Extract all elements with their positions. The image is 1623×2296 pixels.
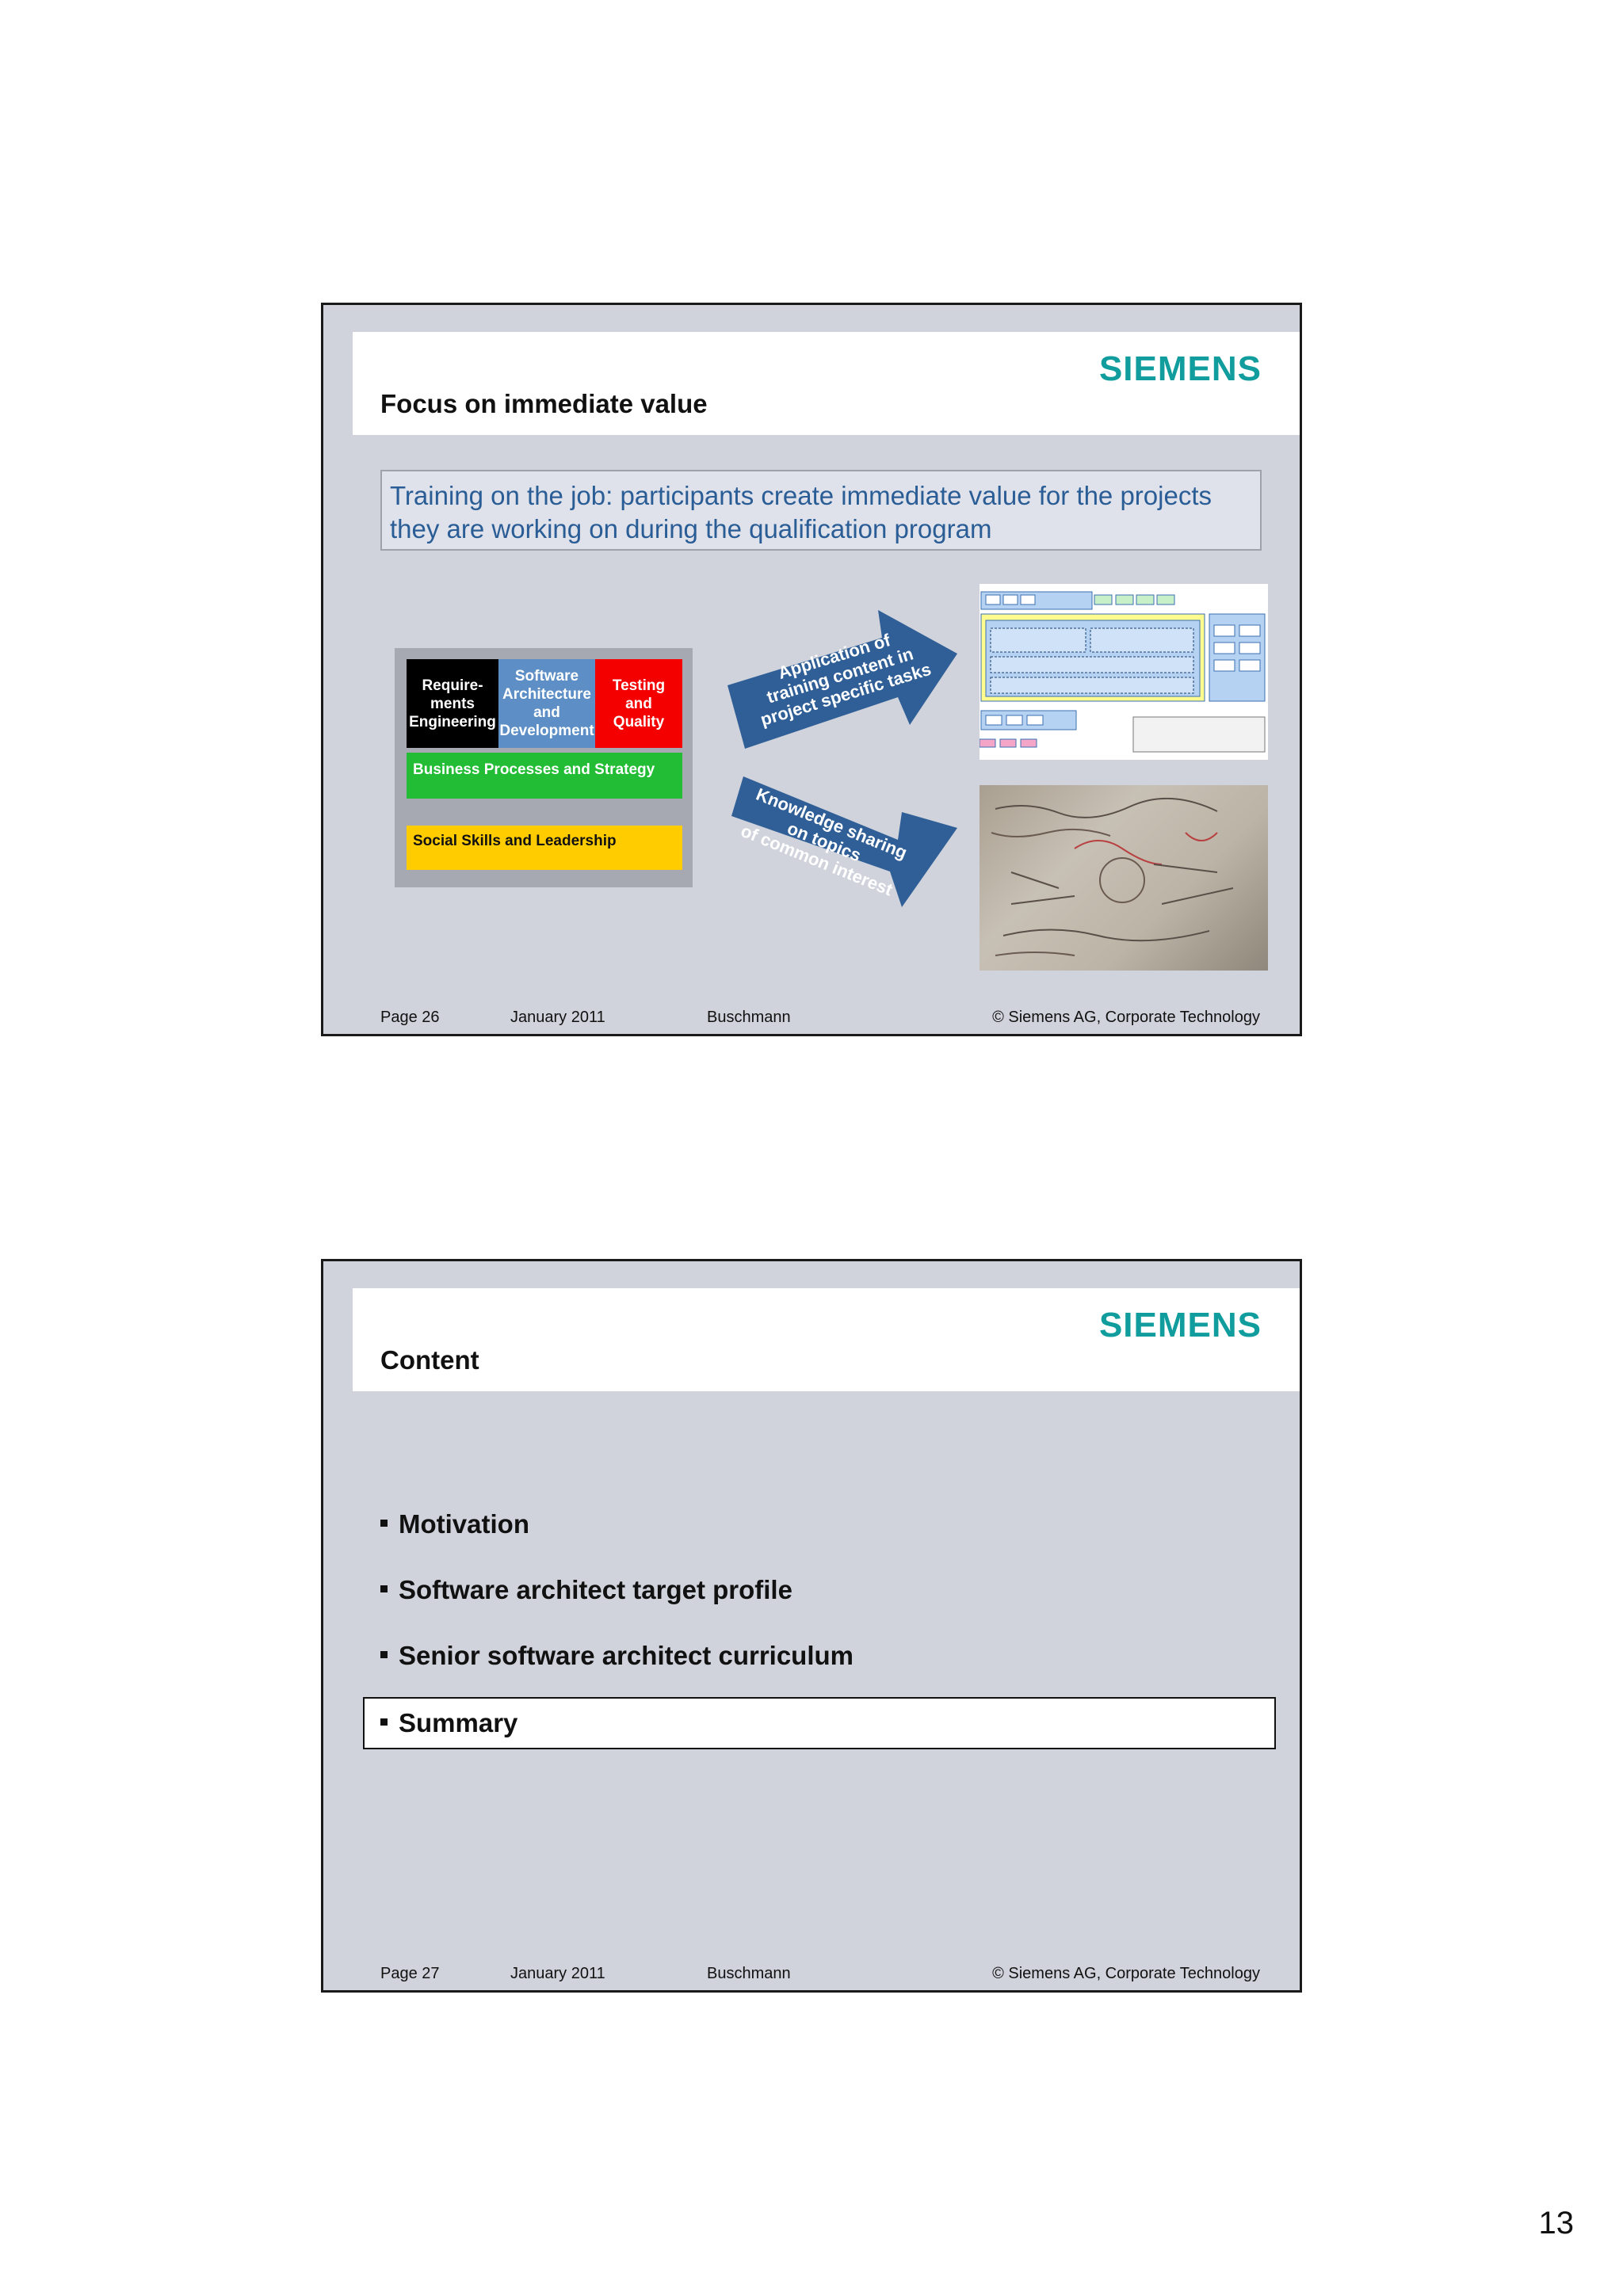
bullet-icon [380, 1718, 388, 1726]
footer-page: Page 26 [380, 1009, 440, 1026]
block-business-processes: Business Processes and Strategy [407, 753, 682, 799]
block-requirements-engineering: Require- ments Engineering [407, 659, 498, 748]
architecture-diagram-image [980, 584, 1268, 760]
footer-author: Buschmann [707, 1965, 791, 1982]
list-item-highlighted: Summary [363, 1697, 1276, 1749]
footer-date: January 2011 [510, 1009, 605, 1026]
arrow-label-knowledge: Knowledge sharing on topics of common interest [738, 784, 911, 900]
curriculum-stack-diagram [395, 648, 693, 887]
content-list [323, 1261, 1300, 1990]
slide-content [321, 1259, 1302, 1993]
whiteboard-photo [980, 785, 1268, 971]
page-number: 13 [1538, 2206, 1574, 2241]
footer-author: Buschmann [707, 1009, 791, 1026]
arrow-label-application: Application of training content in project specific tasks [758, 630, 934, 730]
list-item: Software architect target profile [380, 1575, 792, 1605]
slide-focus-on-immediate-value [321, 303, 1302, 1036]
block-software-architecture: Software Architecture and Development [498, 659, 595, 748]
bullet-icon [380, 1520, 388, 1527]
bullet-icon [380, 1585, 388, 1592]
block-testing-quality: Testing and Quality [595, 659, 682, 748]
slide-title: Focus on immediate value [380, 389, 708, 418]
slide-header [353, 332, 1300, 435]
siemens-logo: SIEMENS [1098, 1306, 1262, 1344]
callout-box: Training on the job: participants create immediate value for the projects they are working on during the qualification program [380, 470, 1262, 551]
list-item: Senior software architect curriculum [380, 1641, 854, 1671]
footer-copyright: © Siemens AG, Corporate Technology [992, 1009, 1260, 1026]
siemens-logo: SIEMENS [1098, 349, 1262, 388]
bullet-icon [380, 1651, 388, 1658]
footer-page: Page 27 [380, 1965, 440, 1982]
whiteboard-scribbles-icon [980, 785, 1268, 971]
footer-date: January 2011 [510, 1965, 605, 1982]
list-item: Motivation [380, 1509, 529, 1539]
footer-copyright: © Siemens AG, Corporate Technology [992, 1965, 1260, 1982]
slide-title: Content [380, 1345, 479, 1375]
block-social-skills: Social Skills and Leadership [407, 826, 682, 870]
